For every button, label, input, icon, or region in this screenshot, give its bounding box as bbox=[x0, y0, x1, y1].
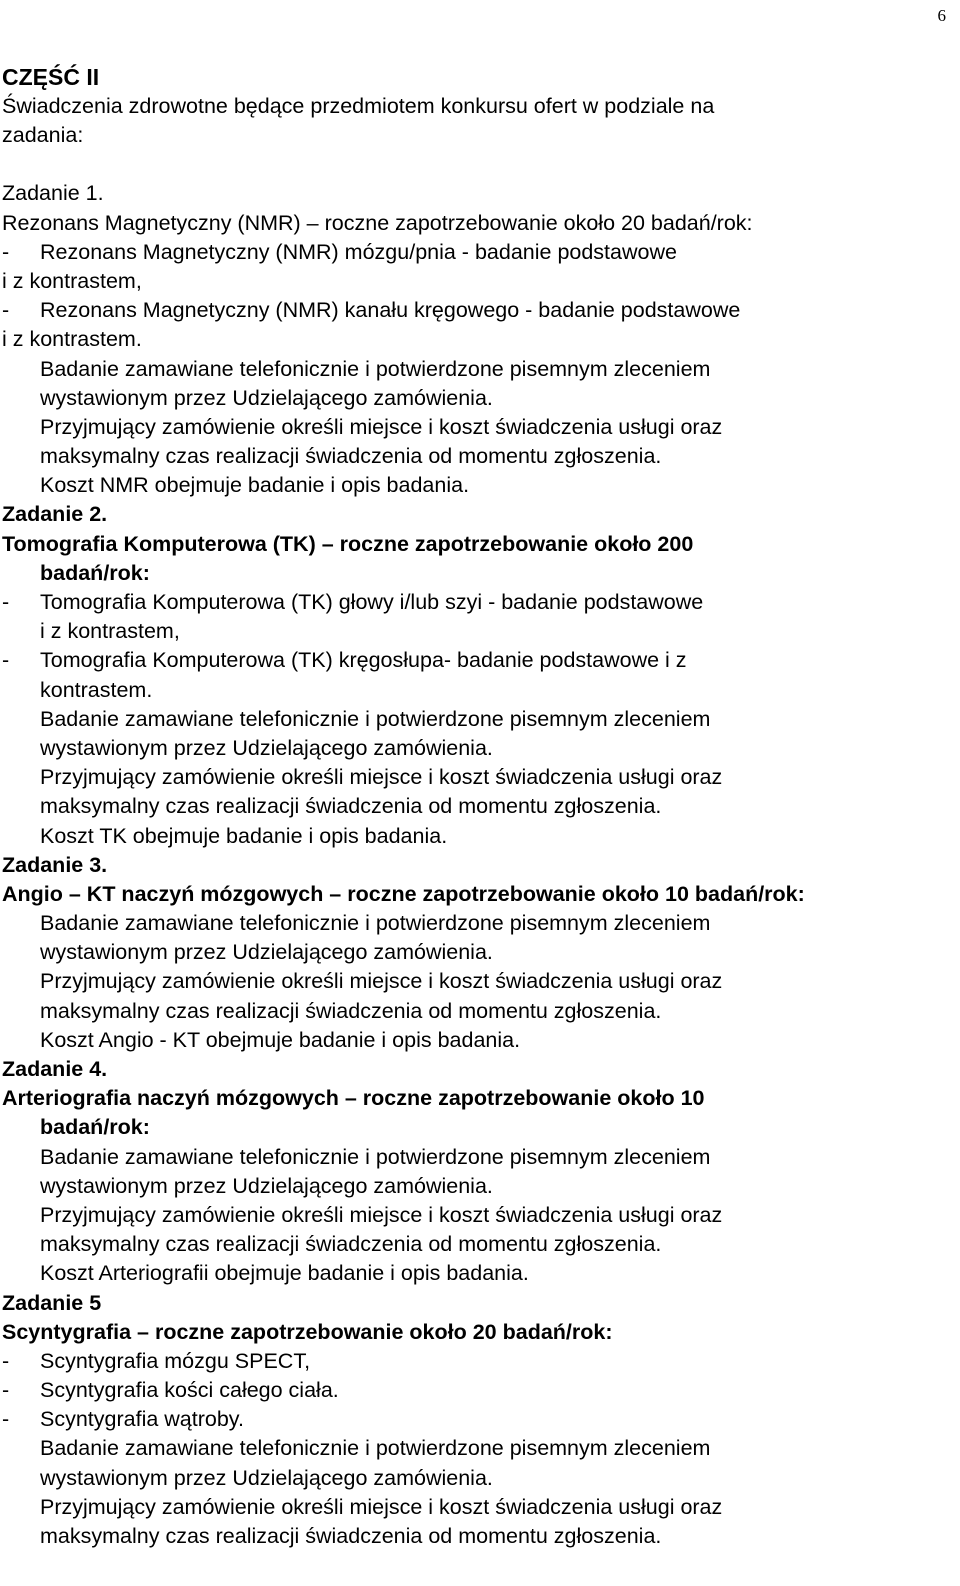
task2-order-cont: wystawionym przez Udzielającego zamówienia. bbox=[40, 735, 493, 760]
task1-item1-text: Rezonans Magnetyczny (NMR) mózgu/pnia - badanie podstawowe bbox=[40, 239, 677, 264]
task1-item1 bbox=[2, 238, 952, 267]
dash: - bbox=[2, 648, 10, 673]
task5-title: Scyntygrafia – roczne zapotrzebowanie około 20 badań/rok: bbox=[2, 1319, 613, 1344]
document-body bbox=[2, 62, 952, 1551]
task5-order: Badanie zamawiane telefonicznie i potwierdzone pisemnym zleceniem bbox=[40, 1436, 711, 1461]
task5-place: Przyjmujący zamówienie określi miejsce i koszt świadczenia usługi oraz bbox=[40, 1494, 723, 1519]
task5-item3 bbox=[2, 1405, 952, 1434]
task2-item1-text: Tomografia Komputerowa (TK) głowy i/lub szyi - badanie podstawowe bbox=[40, 590, 704, 614]
dash: - bbox=[2, 1407, 10, 1432]
task4-title-cont: badań/rok: bbox=[40, 1115, 150, 1140]
task3-order-cont: wystawionym przez Udzielającego zamówienia. bbox=[40, 940, 493, 965]
task3-place-cont: maksymalny czas realizacji świadczenia od momentu zgłoszenia. bbox=[40, 998, 662, 1023]
dash: - bbox=[2, 298, 10, 323]
part-subtitle: Świadczenia zdrowotne będące przedmiotem konkursu ofert w podziale na bbox=[2, 94, 715, 118]
task1-order-cont: wystawionym przez Udzielającego zamówienia. bbox=[40, 385, 493, 410]
task1-cost: Koszt NMR obejmuje badanie i opis badania. bbox=[40, 473, 470, 498]
task1-item2 bbox=[2, 296, 952, 325]
task4-cost: Koszt Arteriografii obejmuje badanie i opis badania. bbox=[40, 1261, 529, 1286]
task1-title: Rezonans Magnetyczny (NMR) – roczne zapotrzebowanie około 20 badań/rok: bbox=[2, 210, 753, 235]
dash: - bbox=[2, 590, 10, 614]
task1-item2-cont: i z kontrastem. bbox=[2, 327, 142, 352]
task2-item2-cont: kontrastem. bbox=[40, 677, 153, 702]
task2-place-cont: maksymalny czas realizacji świadczenia od momentu zgłoszenia. bbox=[40, 794, 662, 819]
task4-heading: Zadanie 4. bbox=[2, 1057, 108, 1081]
task2-place: Przyjmujący zamówienie określi miejsce i koszt świadczenia usługi oraz bbox=[40, 765, 723, 790]
task5-order-cont: wystawionym przez Udzielającego zamówienia. bbox=[40, 1465, 493, 1490]
task3-cost: Koszt Angio - KT obejmuje badanie i opis badania. bbox=[40, 1027, 521, 1052]
task2-order: Badanie zamawiane telefonicznie i potwierdzone pisemnym zleceniem bbox=[40, 706, 711, 731]
task1-item2-text: Rezonans Magnetyczny (NMR) kanału kręgowego - badanie podstawowe bbox=[40, 298, 741, 323]
task1-place: Przyjmujący zamówienie określi miejsce i koszt świadczenia usługi oraz bbox=[40, 414, 723, 439]
task3-place: Przyjmujący zamówienie określi miejsce i koszt świadczenia usługi oraz bbox=[40, 969, 723, 994]
task2-item1 bbox=[2, 588, 952, 617]
task4-place-cont: maksymalny czas realizacji świadczenia od momentu zgłoszenia. bbox=[40, 1232, 662, 1257]
task5-item2-text: Scyntygrafia kości całego ciała. bbox=[40, 1378, 339, 1403]
task5-item3-text: Scyntygrafia wątroby. bbox=[40, 1407, 244, 1432]
task2-title-cont: badań/rok: bbox=[40, 560, 150, 585]
part-title: CZĘŚĆ II bbox=[2, 64, 100, 90]
task5-item1 bbox=[2, 1347, 952, 1376]
task2-cost: Koszt TK obejmuje badanie i opis badania. bbox=[40, 823, 448, 848]
task5-item1-text: Scyntygrafia mózgu SPECT, bbox=[40, 1348, 311, 1373]
task3-order: Badanie zamawiane telefonicznie i potwierdzone pisemnym zleceniem bbox=[40, 911, 711, 936]
task4-order: Badanie zamawiane telefonicznie i potwierdzone pisemnym zleceniem bbox=[40, 1144, 711, 1169]
task1-heading: Zadanie 1. bbox=[2, 181, 104, 206]
task2-item2-text: Tomografia Komputerowa (TK) kręgosłupa- badanie podstawowe i z bbox=[40, 648, 687, 673]
task1-item1-cont: i z kontrastem, bbox=[2, 268, 142, 293]
dash: - bbox=[2, 239, 10, 264]
task1-order: Badanie zamawiane telefonicznie i potwierdzone pisemnym zleceniem bbox=[40, 356, 711, 381]
dash: - bbox=[2, 1348, 10, 1373]
task2-title: Tomografia Komputerowa (TK) – roczne zapotrzebowanie około 200 bbox=[2, 531, 694, 556]
dash: - bbox=[2, 1378, 10, 1403]
task2-item2 bbox=[2, 646, 952, 675]
task5-heading: Zadanie 5 bbox=[2, 1290, 102, 1315]
task3-title: Angio – KT naczyń mózgowych – roczne zapotrzebowanie około 10 badań/rok: bbox=[2, 881, 805, 906]
task5-place-cont: maksymalny czas realizacji świadczenia od momentu zgłoszenia. bbox=[40, 1524, 662, 1548]
task1-place-cont: maksymalny czas realizacji świadczenia od momentu zgłoszenia. bbox=[40, 444, 662, 469]
task4-order-cont: wystawionym przez Udzielającego zamówienia. bbox=[40, 1173, 493, 1198]
task5-item2 bbox=[2, 1376, 952, 1405]
page-number: 6 bbox=[937, 6, 946, 25]
part-subtitle-cont: zadania: bbox=[2, 123, 84, 148]
task4-place: Przyjmujący zamówienie określi miejsce i koszt świadczenia usługi oraz bbox=[40, 1202, 723, 1227]
task2-heading: Zadanie 2. bbox=[2, 502, 108, 527]
task2-item1-cont: i z kontrastem, bbox=[40, 619, 180, 644]
task4-title: Arteriografia naczyń mózgowych – roczne zapotrzebowanie około 10 bbox=[2, 1086, 705, 1111]
spacer bbox=[2, 150, 952, 179]
task3-heading: Zadanie 3. bbox=[2, 852, 108, 877]
